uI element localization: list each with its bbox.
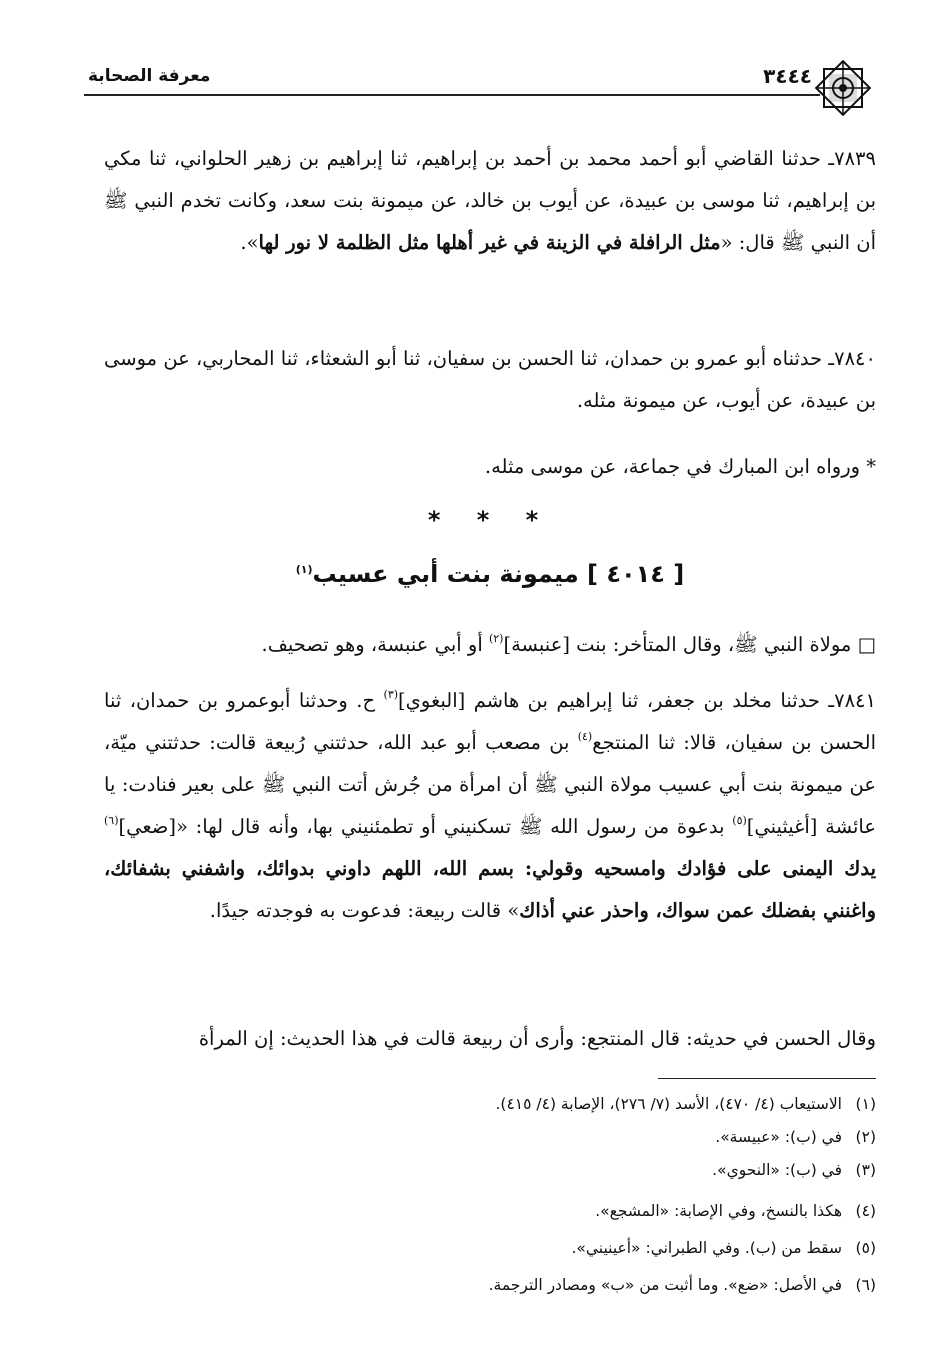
hadith-7841-bold: يدك اليمنى على فؤادك وامسحيه وقولي: بسم الله، اللهم داوني بدوائك، واشفني بشفائك، واغنني بفضلك عمن سواك، واحذر عني أذاك [104, 857, 876, 922]
footnote-number: (٣) [855, 1161, 876, 1179]
footnote-number: (٥) [855, 1239, 876, 1257]
hadith-7839 [104, 138, 876, 264]
entry-heading-text: [ ٤٠١٤ ] ميمونة بنت أبي عسيب [312, 560, 685, 588]
footnote-number: (٦) [855, 1276, 876, 1294]
footnote-text: سقط من (ب). وفي الطبراني: «أعينيني». [571, 1239, 842, 1257]
footnote-ref-2: (٢) [488, 632, 504, 645]
footnote-number: (١) [855, 1095, 876, 1113]
hadith-7839-text: ٧٨٣٩ـ حدثنا القاضي أبو أحمد محمد بن أحمد بن إبراهيم، ثنا إبراهيم بن زهير الحلواني، ثنا مكي بن إبراهيم، ثنا موسى بن عبيدة، عن أيوب بن خالد، عن ميمونة بنت سعد، وكانت تخدم النبي ﷺ أن النبي ﷺ قال: « [104, 147, 876, 254]
footnote-ref-1: (١) [295, 563, 313, 576]
footnote-6 [300, 1275, 876, 1295]
footnote-number: (٢) [855, 1128, 876, 1146]
section-separator: * * * [427, 506, 553, 534]
note-ibn-mubarak: * ورواه ابن المبارك في جماعة، عن موسى مثله. [484, 455, 876, 478]
footnote-ref-6: (٦) [104, 814, 119, 827]
hadith-7841-c: بن مصعب أبو عبد الله، حدثتني رُبيعة قالت: حدثتني ميّة، عن ميمونة بنت أبي عسيب مولاة النبي ﷺ أن امرأة من جُرش أتت النبي ﷺ على بعير فنادت: يا عائشة [أغيثيني] [104, 731, 876, 838]
hadith-7839-bold: مثل الرافلة في الزينة في غير أهلها مثل الظلمة لا نور لها [258, 231, 721, 254]
footnote-1 [300, 1094, 876, 1114]
ornament-icon [812, 57, 874, 119]
hadith-7841-d: بدعوة من رسول الله ﷺ تسكنيني أو تطمئنيني بها، وأنه قال لها: «[ضعي] [118, 815, 733, 838]
footnote-4 [300, 1201, 876, 1221]
header-rule [84, 94, 820, 96]
footnote-2 [300, 1127, 876, 1147]
footnote-ref-3: (٣) [383, 688, 399, 701]
entry-intro-b: أو أبي عنبسة، وهو تصحيف. [261, 633, 489, 656]
entry-intro-a: □ مولاة النبي ﷺ، وقال المتأخر: بنت [عنبسة] [503, 633, 876, 656]
hadith-7840: ٧٨٤٠ـ حدثناه أبو عمرو بن حمدان، ثنا الحسن بن سفيان، ثنا أبو الشعثاء، ثنا المحاربي، عن موسى بن عبيدة، عن أيوب، عن ميمونة مثله. [104, 347, 876, 412]
footnote-text: في (ب): «النحوي». [712, 1161, 842, 1179]
hadith-7841-e: » قالت ربيعة: فدعوت به فوجدته جيدًا. [209, 899, 520, 922]
hadith-7841-a: ٧٨٤١ـ حدثنا مخلد بن جعفر، ثنا إبراهيم بن هاشم [البغوي] [398, 689, 876, 712]
footnote-rule [658, 1078, 876, 1079]
footnote-ref-4: (٤) [577, 730, 593, 743]
page-number: ٣٤٤٤ [763, 64, 812, 88]
footnote-text: هكذا بالنسخ، وفي الإصابة: «المشجع». [595, 1202, 842, 1220]
entry-intro [104, 624, 876, 666]
hadith-7841 [104, 680, 876, 932]
footnote-text: الاستيعاب (٤/ ٤٧٠)، الأسد (٧/ ٢٧٦)، الإصابة (٤/ ٤١٥). [495, 1095, 842, 1113]
footnote-text: في الأصل: «ضع». وما أثبت من «ب» ومصادر الترجمة. [488, 1276, 842, 1294]
footnote-5 [300, 1238, 876, 1258]
footnote-text: في (ب): «عبيسة». [715, 1128, 842, 1146]
entry-heading [104, 560, 876, 588]
footnote-ref-5: (٥) [732, 814, 747, 827]
running-header-title: معرفة الصحابة [88, 66, 211, 86]
footnote-number: (٤) [855, 1202, 876, 1220]
closing-paragraph: وقال الحسن في حديثه: قال المنتجع: وأرى أن ربيعة قالت في هذا الحديث: إن المرأة [198, 1027, 876, 1050]
footnote-3 [300, 1160, 876, 1180]
hadith-7839-end: ». [240, 231, 259, 254]
hadith-7841-b: ح. وحدثنا أبوعمرو بن حمدان، ثنا الحسن بن سفيان، قالا: ثنا المنتجع [104, 689, 876, 754]
